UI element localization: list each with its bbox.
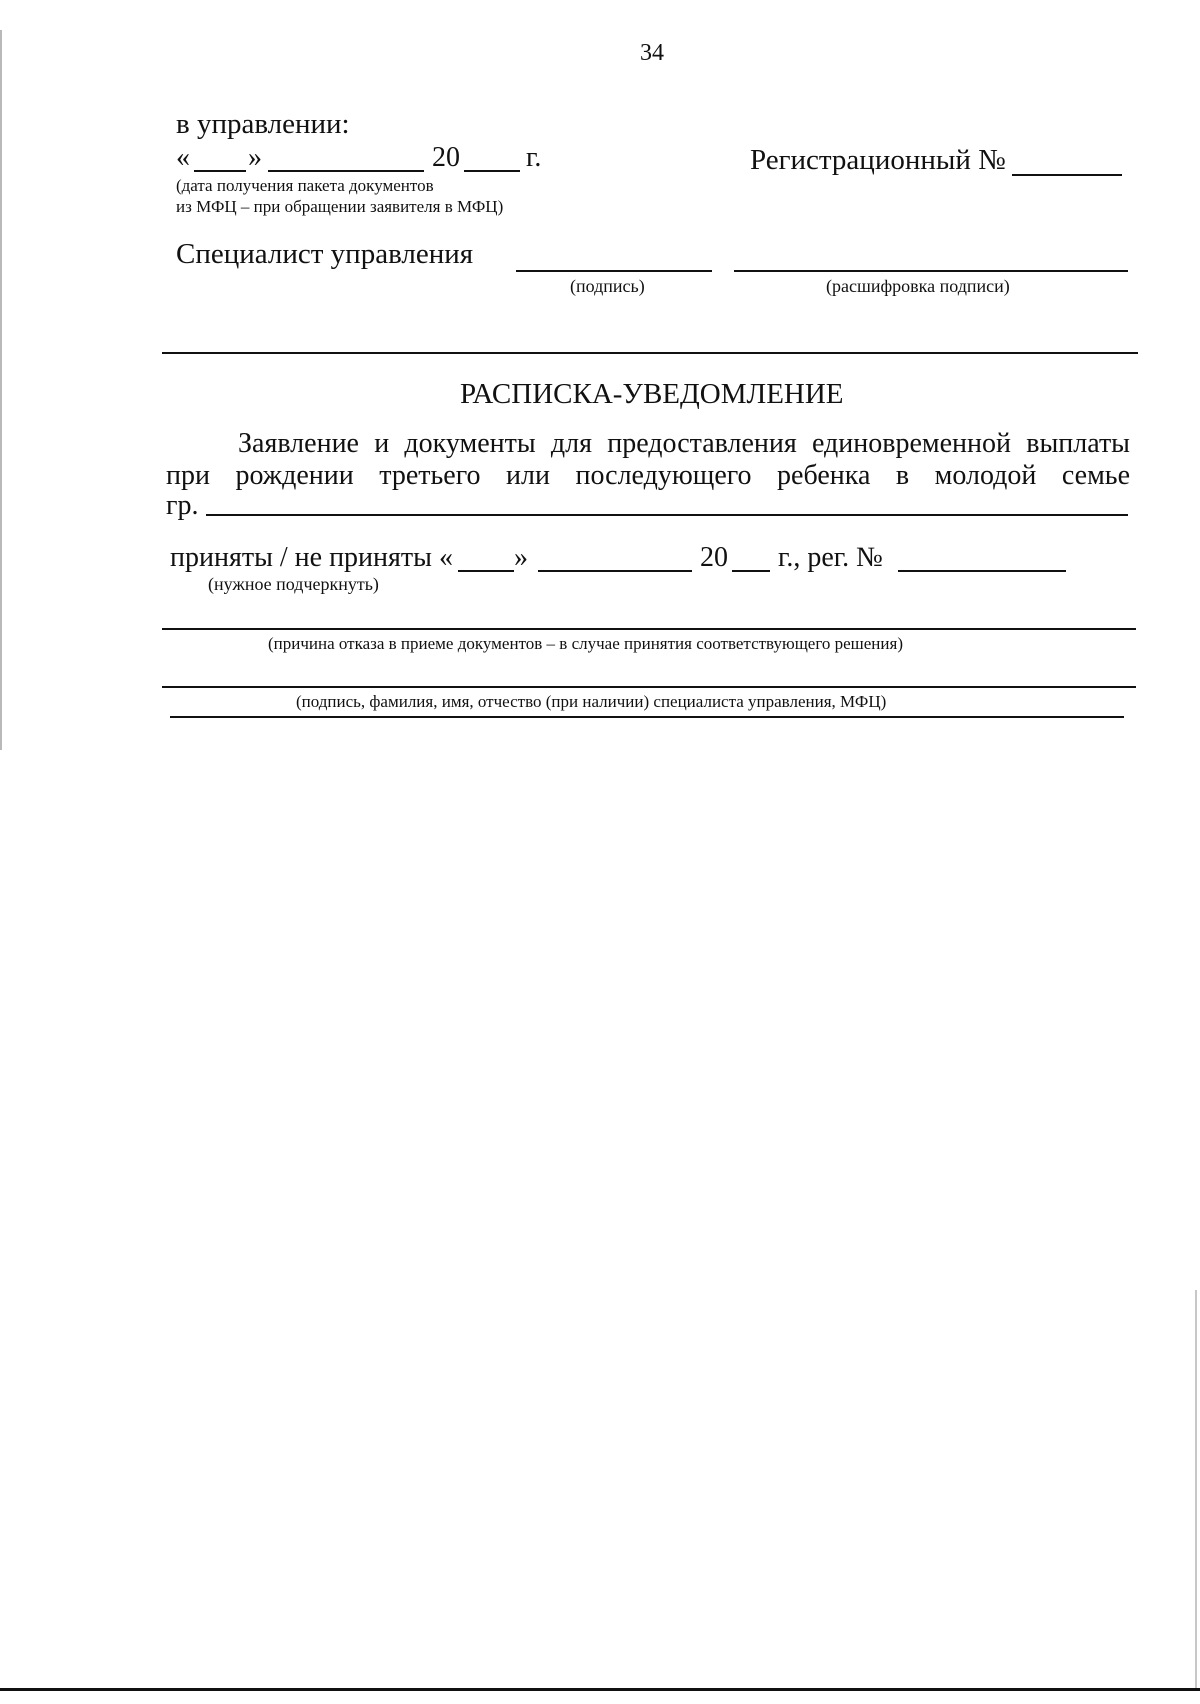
accepted-year-suffix: г., рег. №	[778, 542, 883, 573]
signature-full-caption: (подпись, фамилия, имя, отчество (при наличии) специалиста управления, МФЦ)	[296, 692, 887, 711]
registration-label: Регистрационный №	[750, 144, 1006, 176]
receipt-title: РАСПИСКА-УВЕДОМЛЕНИЕ	[460, 378, 844, 410]
page-number: 34	[640, 40, 664, 66]
date-year-suffix: г.	[526, 142, 542, 173]
accepted-close-quote: »	[514, 542, 528, 573]
date-year-field[interactable]	[464, 170, 520, 172]
specialist-signature-field[interactable]	[516, 270, 712, 272]
accepted-label: приняты / не приняты «	[170, 542, 453, 573]
date-note-line2: из МФЦ – при обращении заявителя в МФЦ)	[176, 197, 504, 216]
refusal-caption: (причина отказа в приеме документов – в случае принятия соответствующего решения)	[268, 634, 903, 653]
in-department-label: в управлении:	[176, 108, 350, 140]
accepted-reg-number-field[interactable]	[898, 570, 1066, 572]
date-month-field[interactable]	[268, 170, 424, 172]
decoding-caption: (расшифровка подписи)	[826, 276, 1010, 296]
date-day-field[interactable]	[194, 170, 246, 172]
scan-edge-right	[1195, 1290, 1197, 1690]
refusal-reason-field[interactable]	[162, 628, 1136, 630]
citizen-label: гр.	[166, 490, 199, 521]
specialist-signature-full-field[interactable]	[162, 686, 1136, 688]
scan-edge-bottom	[0, 1688, 1200, 1691]
registration-number-field[interactable]	[1012, 174, 1122, 176]
date-open-quote: «	[176, 142, 190, 173]
specialist-decoding-field[interactable]	[734, 270, 1128, 272]
date-year-prefix: 20	[432, 142, 460, 173]
date-note-line1: (дата получения пакета документов	[176, 176, 434, 195]
accepted-month-field[interactable]	[538, 570, 692, 572]
body-line2: при рождении третьего или последующего ребенка в молодой семье	[166, 460, 1130, 491]
body-line1: Заявление и документы для предоставления единовременной выплаты	[238, 428, 1130, 459]
accepted-year-field[interactable]	[732, 570, 770, 572]
signature-caption: (подпись)	[570, 276, 645, 296]
accepted-year-prefix: 20	[700, 542, 728, 573]
scan-edge-left	[0, 30, 2, 750]
citizen-name-field[interactable]	[206, 514, 1128, 516]
date-close-quote: »	[248, 142, 262, 173]
underline-note: (нужное подчеркнуть)	[208, 574, 379, 594]
accepted-day-field[interactable]	[458, 570, 514, 572]
specialist-label: Специалист управления	[176, 238, 474, 270]
cut-line	[162, 352, 1138, 354]
signature-bottom-line	[170, 716, 1124, 718]
